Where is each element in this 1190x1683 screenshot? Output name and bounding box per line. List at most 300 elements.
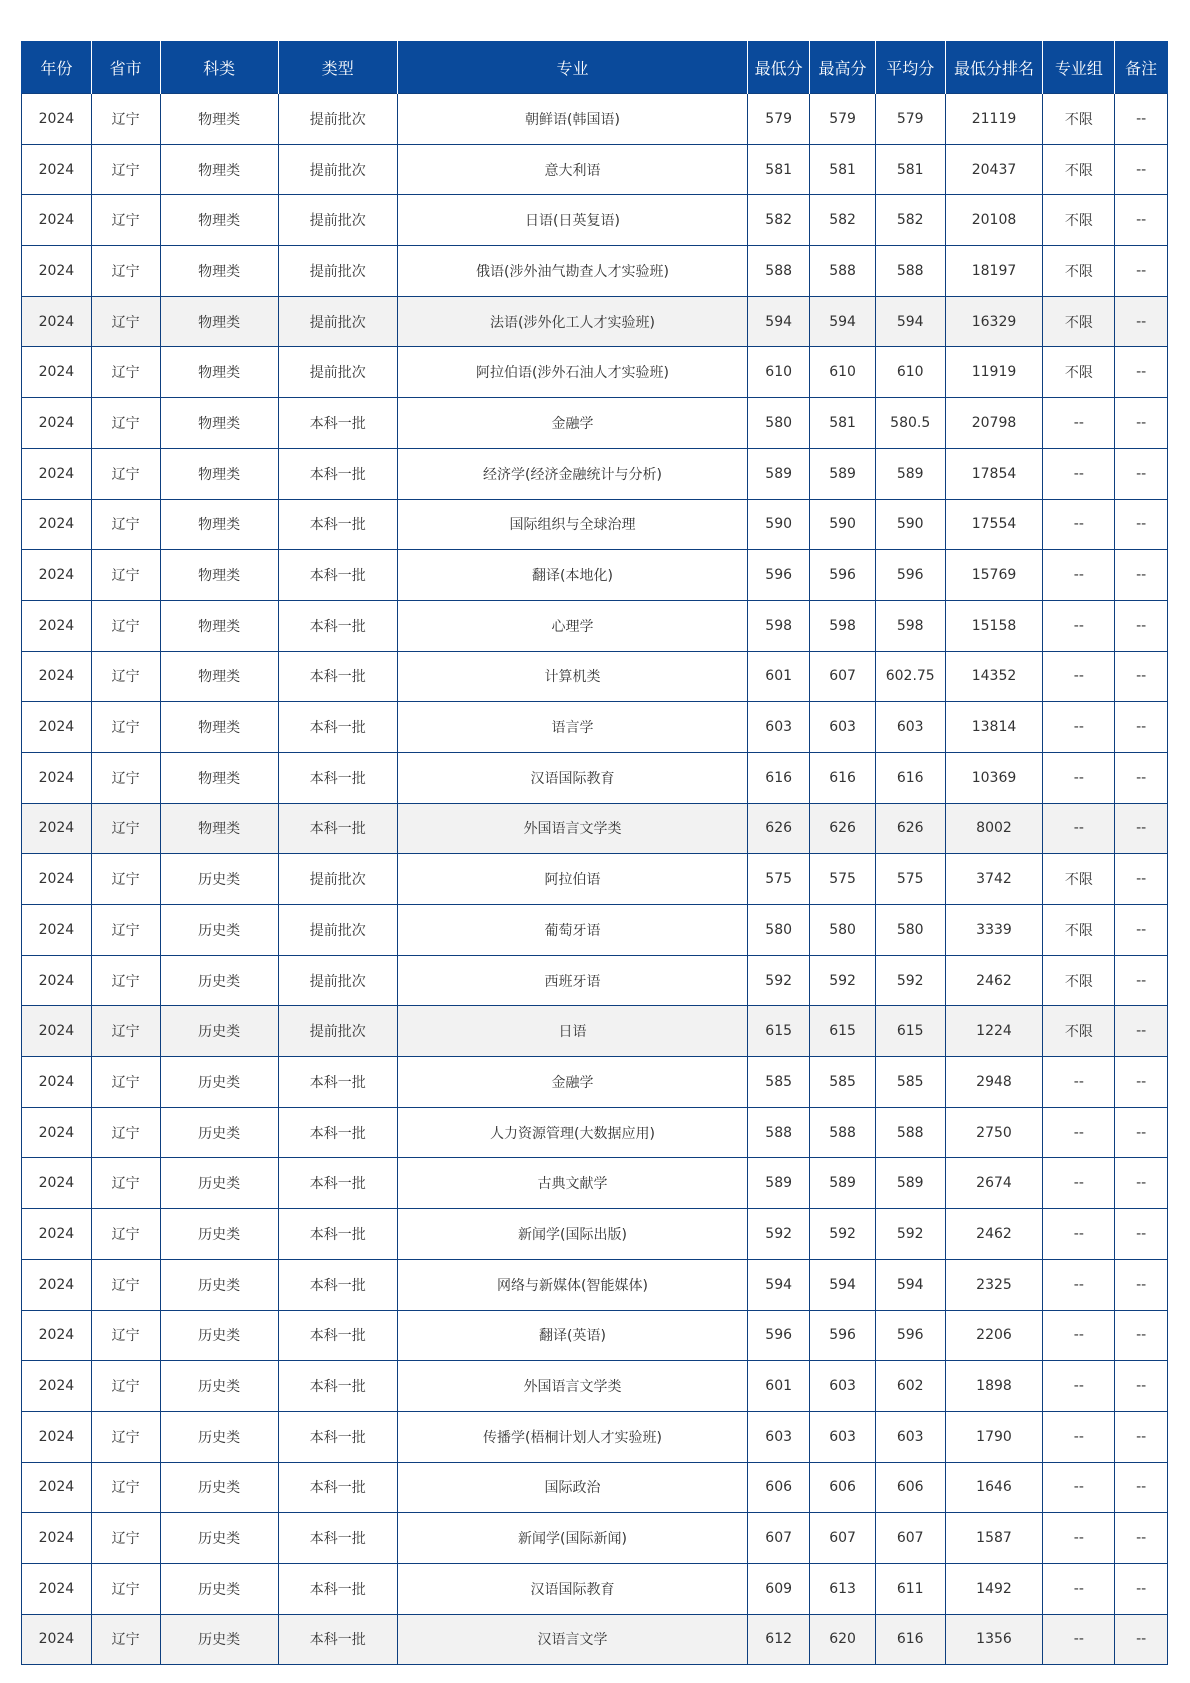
cell-max-score: 589 [810,448,876,499]
cell-subject-category: 物理类 [160,702,278,753]
cell-year: 2024 [22,1209,92,1260]
header-remarks: 备注 [1115,41,1168,94]
cell-year: 2024 [22,448,92,499]
cell-province: 辽宁 [91,752,160,803]
cell-min-score: 594 [748,296,810,347]
cell-batch-type: 本科一批 [278,1411,397,1462]
cell-max-score: 607 [810,651,876,702]
cell-province: 辽宁 [91,195,160,246]
cell-avg-score: 616 [875,1614,945,1665]
cell-min-score-rank: 3742 [945,854,1043,905]
cell-province: 辽宁 [91,854,160,905]
cell-remarks: -- [1115,600,1168,651]
cell-major-group: -- [1043,1259,1115,1310]
cell-avg-score: 615 [875,1006,945,1057]
table-row [22,550,1168,601]
cell-min-score-rank: 1898 [945,1361,1043,1412]
cell-remarks: -- [1115,1513,1168,1564]
cell-remarks: -- [1115,905,1168,956]
cell-year: 2024 [22,1107,92,1158]
cell-min-score: 598 [748,600,810,651]
cell-subject-category: 历史类 [160,1209,278,1260]
cell-batch-type: 本科一批 [278,398,397,449]
cell-year: 2024 [22,854,92,905]
cell-avg-score: 585 [875,1057,945,1108]
cell-subject-category: 历史类 [160,955,278,1006]
cell-avg-score: 616 [875,752,945,803]
cell-batch-type: 本科一批 [278,499,397,550]
cell-major-group: -- [1043,1513,1115,1564]
cell-avg-score: 602 [875,1361,945,1412]
cell-min-score: 575 [748,854,810,905]
cell-min-score: 580 [748,398,810,449]
cell-remarks: -- [1115,1462,1168,1513]
cell-remarks: -- [1115,347,1168,398]
table-header-row [22,41,1168,94]
cell-avg-score: 611 [875,1563,945,1614]
cell-major-group: -- [1043,1209,1115,1260]
cell-min-score-rank: 2325 [945,1259,1043,1310]
table-row [22,1259,1168,1310]
cell-major: 计算机类 [397,651,747,702]
cell-remarks: -- [1115,448,1168,499]
cell-avg-score: 598 [875,600,945,651]
cell-major: 朝鲜语(韩国语) [397,94,747,145]
cell-province: 辽宁 [91,1462,160,1513]
cell-avg-score: 592 [875,955,945,1006]
cell-max-score: 606 [810,1462,876,1513]
header-max-score: 最高分 [810,41,876,94]
cell-min-score-rank: 17554 [945,499,1043,550]
table-row [22,1057,1168,1108]
cell-avg-score: 596 [875,550,945,601]
cell-min-score: 626 [748,803,810,854]
cell-remarks: -- [1115,955,1168,1006]
cell-major-group: 不限 [1043,854,1115,905]
cell-major: 传播学(梧桐计划人才实验班) [397,1411,747,1462]
cell-major: 汉语国际教育 [397,752,747,803]
cell-major: 汉语国际教育 [397,1563,747,1614]
cell-max-score: 588 [810,246,876,297]
cell-min-score: 601 [748,651,810,702]
cell-min-score-rank: 16329 [945,296,1043,347]
cell-year: 2024 [22,499,92,550]
cell-batch-type: 提前批次 [278,195,397,246]
cell-avg-score: 596 [875,1310,945,1361]
cell-remarks: -- [1115,854,1168,905]
cell-year: 2024 [22,803,92,854]
cell-batch-type: 本科一批 [278,1057,397,1108]
cell-min-score-rank: 1790 [945,1411,1043,1462]
cell-max-score: 626 [810,803,876,854]
cell-remarks: -- [1115,550,1168,601]
cell-remarks: -- [1115,1411,1168,1462]
cell-province: 辽宁 [91,550,160,601]
cell-major-group: -- [1043,1462,1115,1513]
cell-max-score: 620 [810,1614,876,1665]
table-row [22,803,1168,854]
cell-major: 人力资源管理(大数据应用) [397,1107,747,1158]
cell-province: 辽宁 [91,1209,160,1260]
cell-major: 新闻学(国际出版) [397,1209,747,1260]
table-row [22,1361,1168,1412]
cell-remarks: -- [1115,499,1168,550]
cell-avg-score: 594 [875,296,945,347]
cell-province: 辽宁 [91,1310,160,1361]
cell-remarks: -- [1115,1361,1168,1412]
cell-major: 翻译(英语) [397,1310,747,1361]
cell-avg-score: 588 [875,246,945,297]
cell-province: 辽宁 [91,1513,160,1564]
cell-subject-category: 历史类 [160,854,278,905]
cell-remarks: -- [1115,1057,1168,1108]
cell-min-score-rank: 2948 [945,1057,1043,1108]
cell-min-score: 606 [748,1462,810,1513]
cell-max-score: 592 [810,955,876,1006]
cell-min-score: 588 [748,1107,810,1158]
cell-min-score-rank: 14352 [945,651,1043,702]
cell-remarks: -- [1115,1158,1168,1209]
cell-min-score: 609 [748,1563,810,1614]
cell-remarks: -- [1115,1006,1168,1057]
cell-subject-category: 物理类 [160,296,278,347]
cell-subject-category: 历史类 [160,1513,278,1564]
cell-batch-type: 本科一批 [278,600,397,651]
cell-major-group: -- [1043,651,1115,702]
cell-min-score-rank: 20437 [945,144,1043,195]
cell-year: 2024 [22,752,92,803]
cell-year: 2024 [22,550,92,601]
cell-major-group: 不限 [1043,347,1115,398]
cell-avg-score: 590 [875,499,945,550]
cell-subject-category: 历史类 [160,1462,278,1513]
cell-remarks: -- [1115,195,1168,246]
table-row [22,1158,1168,1209]
cell-min-score-rank: 2462 [945,1209,1043,1260]
cell-max-score: 613 [810,1563,876,1614]
table-row [22,195,1168,246]
cell-major: 新闻学(国际新闻) [397,1513,747,1564]
header-province: 省市 [91,41,160,94]
cell-min-score-rank: 1356 [945,1614,1043,1665]
header-subject-category: 科类 [160,41,278,94]
cell-max-score: 596 [810,550,876,601]
cell-major-group: -- [1043,1361,1115,1412]
table-row [22,144,1168,195]
cell-year: 2024 [22,1259,92,1310]
cell-major-group: 不限 [1043,195,1115,246]
cell-major: 经济学(经济金融统计与分析) [397,448,747,499]
cell-min-score: 603 [748,1411,810,1462]
cell-batch-type: 本科一批 [278,1614,397,1665]
cell-max-score: 610 [810,347,876,398]
table-row [22,499,1168,550]
cell-avg-score: 607 [875,1513,945,1564]
cell-subject-category: 历史类 [160,1259,278,1310]
cell-avg-score: 575 [875,854,945,905]
cell-max-score: 581 [810,144,876,195]
cell-province: 辽宁 [91,1259,160,1310]
table-row [22,1614,1168,1665]
cell-min-score-rank: 20108 [945,195,1043,246]
cell-major: 语言学 [397,702,747,753]
cell-remarks: -- [1115,246,1168,297]
cell-year: 2024 [22,651,92,702]
cell-min-score: 594 [748,1259,810,1310]
cell-year: 2024 [22,1563,92,1614]
cell-min-score-rank: 2750 [945,1107,1043,1158]
cell-major: 俄语(涉外油气勘查人才实验班) [397,246,747,297]
cell-year: 2024 [22,1006,92,1057]
cell-batch-type: 提前批次 [278,854,397,905]
cell-subject-category: 历史类 [160,1006,278,1057]
cell-major-group: -- [1043,752,1115,803]
table-row [22,600,1168,651]
cell-min-score-rank: 1587 [945,1513,1043,1564]
cell-province: 辽宁 [91,702,160,753]
cell-batch-type: 提前批次 [278,347,397,398]
cell-major-group: -- [1043,499,1115,550]
cell-min-score: 589 [748,1158,810,1209]
cell-avg-score: 594 [875,1259,945,1310]
cell-province: 辽宁 [91,1563,160,1614]
cell-min-score: 603 [748,702,810,753]
cell-year: 2024 [22,246,92,297]
cell-max-score: 575 [810,854,876,905]
cell-province: 辽宁 [91,296,160,347]
table-row [22,1107,1168,1158]
cell-avg-score: 626 [875,803,945,854]
header-batch-type: 类型 [278,41,397,94]
cell-batch-type: 本科一批 [278,1310,397,1361]
cell-max-score: 607 [810,1513,876,1564]
cell-subject-category: 物理类 [160,195,278,246]
cell-max-score: 594 [810,1259,876,1310]
cell-min-score: 579 [748,94,810,145]
cell-subject-category: 历史类 [160,1361,278,1412]
cell-batch-type: 本科一批 [278,1462,397,1513]
cell-max-score: 598 [810,600,876,651]
cell-min-score-rank: 2462 [945,955,1043,1006]
cell-min-score-rank: 21119 [945,94,1043,145]
cell-province: 辽宁 [91,1057,160,1108]
cell-min-score-rank: 1492 [945,1563,1043,1614]
cell-province: 辽宁 [91,600,160,651]
cell-province: 辽宁 [91,246,160,297]
cell-batch-type: 本科一批 [278,1563,397,1614]
cell-remarks: -- [1115,398,1168,449]
cell-batch-type: 提前批次 [278,955,397,1006]
cell-max-score: 588 [810,1107,876,1158]
table-row [22,1563,1168,1614]
cell-province: 辽宁 [91,905,160,956]
header-year: 年份 [22,41,92,94]
cell-batch-type: 本科一批 [278,1361,397,1412]
cell-batch-type: 提前批次 [278,94,397,145]
cell-avg-score: 580.5 [875,398,945,449]
table-row [22,702,1168,753]
cell-max-score: 603 [810,1361,876,1412]
cell-min-score: 596 [748,1310,810,1361]
cell-min-score: 607 [748,1513,810,1564]
cell-major-group: -- [1043,1310,1115,1361]
cell-year: 2024 [22,1057,92,1108]
cell-major: 网络与新媒体(智能媒体) [397,1259,747,1310]
cell-batch-type: 本科一批 [278,752,397,803]
cell-min-score-rank: 2206 [945,1310,1043,1361]
cell-subject-category: 物理类 [160,550,278,601]
cell-major-group: 不限 [1043,296,1115,347]
cell-avg-score: 603 [875,1411,945,1462]
cell-major: 日语(日英复语) [397,195,747,246]
cell-province: 辽宁 [91,651,160,702]
cell-subject-category: 历史类 [160,1310,278,1361]
cell-subject-category: 物理类 [160,144,278,195]
cell-major-group: -- [1043,448,1115,499]
cell-min-score-rank: 17854 [945,448,1043,499]
cell-avg-score: 589 [875,1158,945,1209]
table-row [22,398,1168,449]
table-body [22,94,1168,1665]
cell-min-score-rank: 15769 [945,550,1043,601]
cell-min-score-rank: 15158 [945,600,1043,651]
cell-max-score: 590 [810,499,876,550]
cell-major-group: -- [1043,1614,1115,1665]
table-row [22,1006,1168,1057]
cell-avg-score: 602.75 [875,651,945,702]
cell-year: 2024 [22,600,92,651]
cell-subject-category: 物理类 [160,752,278,803]
cell-year: 2024 [22,1411,92,1462]
score-table-container [21,41,1168,1665]
cell-major-group: -- [1043,1563,1115,1614]
cell-batch-type: 提前批次 [278,905,397,956]
table-row [22,905,1168,956]
cell-year: 2024 [22,296,92,347]
cell-max-score: 580 [810,905,876,956]
cell-major: 葡萄牙语 [397,905,747,956]
cell-min-score: 582 [748,195,810,246]
cell-remarks: -- [1115,1209,1168,1260]
table-row [22,1209,1168,1260]
cell-subject-category: 物理类 [160,347,278,398]
cell-avg-score: 581 [875,144,945,195]
cell-subject-category: 物理类 [160,651,278,702]
cell-avg-score: 582 [875,195,945,246]
table-row [22,1513,1168,1564]
table-row [22,1462,1168,1513]
cell-major-group: -- [1043,600,1115,651]
header-avg-score: 平均分 [875,41,945,94]
cell-year: 2024 [22,195,92,246]
cell-major: 外国语言文学类 [397,803,747,854]
admission-score-table [21,41,1168,1665]
cell-avg-score: 580 [875,905,945,956]
cell-major-group: -- [1043,398,1115,449]
cell-min-score: 610 [748,347,810,398]
cell-min-score: 615 [748,1006,810,1057]
cell-max-score: 615 [810,1006,876,1057]
cell-remarks: -- [1115,702,1168,753]
cell-province: 辽宁 [91,1107,160,1158]
cell-remarks: -- [1115,296,1168,347]
cell-remarks: -- [1115,752,1168,803]
cell-min-score: 616 [748,752,810,803]
cell-min-score: 596 [748,550,810,601]
table-row [22,94,1168,145]
cell-subject-category: 物理类 [160,398,278,449]
cell-year: 2024 [22,905,92,956]
cell-year: 2024 [22,1614,92,1665]
cell-year: 2024 [22,144,92,195]
cell-year: 2024 [22,398,92,449]
cell-max-score: 585 [810,1057,876,1108]
cell-major: 心理学 [397,600,747,651]
cell-min-score-rank: 20798 [945,398,1043,449]
cell-province: 辽宁 [91,1614,160,1665]
cell-batch-type: 本科一批 [278,702,397,753]
cell-batch-type: 本科一批 [278,1158,397,1209]
cell-min-score-rank: 8002 [945,803,1043,854]
cell-major-group: 不限 [1043,94,1115,145]
cell-remarks: -- [1115,1259,1168,1310]
table-row [22,448,1168,499]
cell-batch-type: 提前批次 [278,144,397,195]
cell-major-group: 不限 [1043,246,1115,297]
cell-major-group: -- [1043,1158,1115,1209]
cell-subject-category: 历史类 [160,1107,278,1158]
cell-batch-type: 本科一批 [278,1259,397,1310]
cell-min-score-rank: 3339 [945,905,1043,956]
cell-batch-type: 提前批次 [278,296,397,347]
cell-remarks: -- [1115,803,1168,854]
cell-province: 辽宁 [91,499,160,550]
cell-major-group: 不限 [1043,905,1115,956]
cell-batch-type: 提前批次 [278,246,397,297]
cell-avg-score: 592 [875,1209,945,1260]
cell-year: 2024 [22,347,92,398]
table-row [22,752,1168,803]
cell-major-group: 不限 [1043,955,1115,1006]
header-major: 专业 [397,41,747,94]
cell-max-score: 589 [810,1158,876,1209]
cell-min-score-rank: 1224 [945,1006,1043,1057]
cell-max-score: 579 [810,94,876,145]
cell-province: 辽宁 [91,1411,160,1462]
cell-major: 汉语言文学 [397,1614,747,1665]
cell-subject-category: 物理类 [160,94,278,145]
header-major-group: 专业组 [1043,41,1115,94]
cell-major: 国际政治 [397,1462,747,1513]
table-row [22,347,1168,398]
cell-major-group: -- [1043,702,1115,753]
cell-min-score: 592 [748,1209,810,1260]
cell-major: 日语 [397,1006,747,1057]
header-min-score-rank: 最低分排名 [945,41,1043,94]
cell-year: 2024 [22,1462,92,1513]
cell-major: 国际组织与全球治理 [397,499,747,550]
cell-province: 辽宁 [91,144,160,195]
cell-remarks: -- [1115,651,1168,702]
table-row [22,246,1168,297]
cell-max-score: 603 [810,1411,876,1462]
cell-major: 外国语言文学类 [397,1361,747,1412]
cell-min-score: 589 [748,448,810,499]
cell-major-group: -- [1043,550,1115,601]
cell-min-score-rank: 11919 [945,347,1043,398]
cell-batch-type: 提前批次 [278,1006,397,1057]
cell-subject-category: 物理类 [160,803,278,854]
